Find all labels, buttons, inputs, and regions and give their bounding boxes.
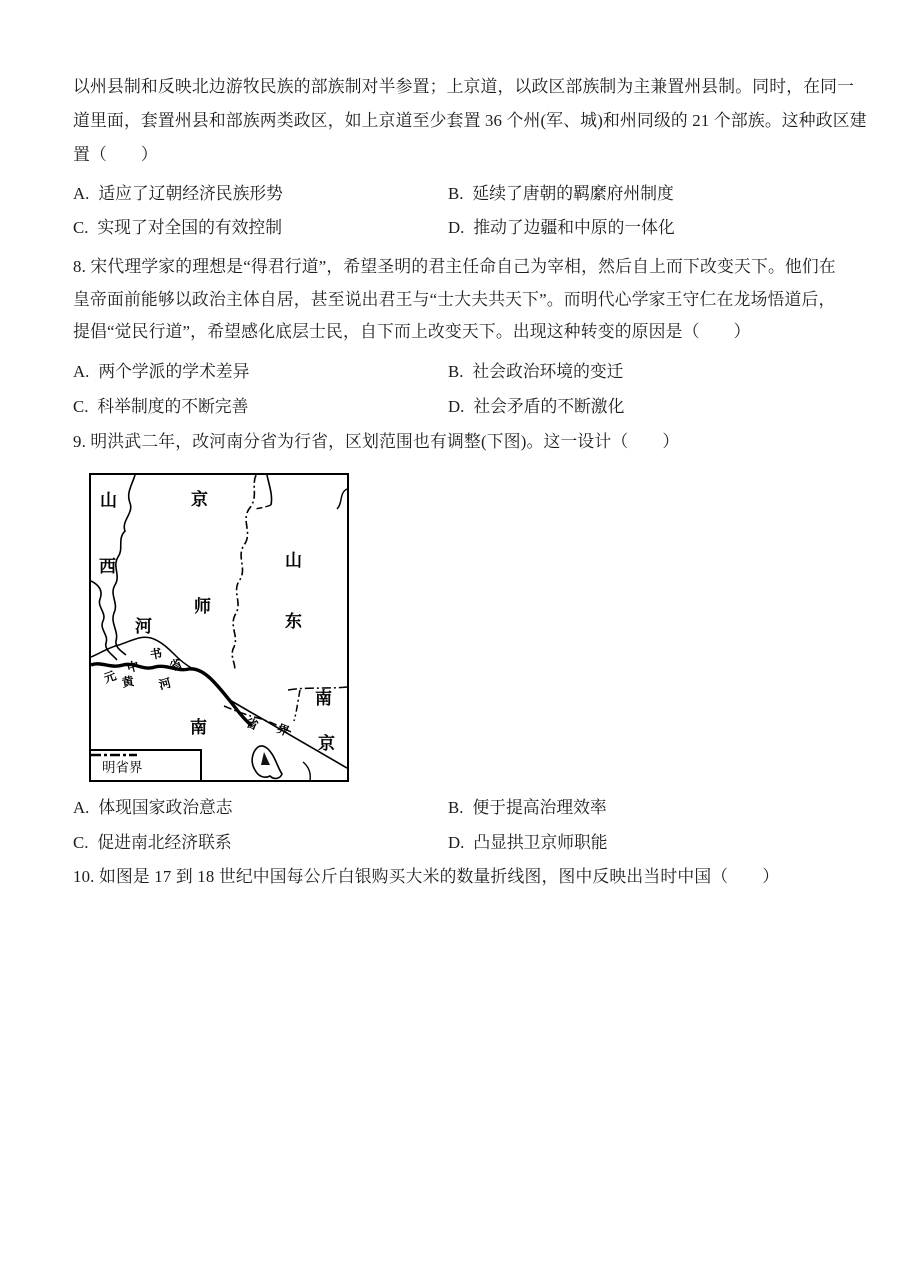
q7-option-a-text: 适应了辽朝经济民族形势 (98, 184, 283, 203)
q9-option-c (73, 832, 232, 854)
q9-map-figure (89, 473, 349, 782)
label-sheng: 省 (167, 656, 185, 674)
q7-option-c-text: 实现了对全国的有效控制 (97, 218, 282, 237)
q8-option-b (448, 361, 623, 383)
q7-option-b (448, 183, 674, 205)
q8-option-c-key: C. (73, 397, 89, 416)
label-he: 河 (157, 675, 173, 693)
q8-option-d-text: 社会矛盾的不断激化 (473, 397, 625, 416)
top-right-squiggle-line (337, 489, 347, 509)
region-label-shanxi-char2: 西 (99, 557, 116, 576)
q8-option-a (73, 361, 249, 383)
q8-option-d-key: D. (448, 397, 465, 416)
q8-option-c (73, 396, 248, 418)
region-label-henan-char1: 河 (135, 617, 152, 636)
label-zhong: 中 (125, 658, 141, 676)
q9-option-a-text: 体现国家政治意志 (98, 798, 233, 817)
q9-option-d-key: D. (448, 833, 465, 852)
q7-option-a-key: A. (73, 184, 90, 203)
map-legend (89, 749, 202, 782)
label-shu: 书 (148, 646, 164, 662)
q9-option-a-key: A. (73, 798, 90, 817)
q8-option-c-text: 科举制度的不断完善 (97, 397, 249, 416)
q9-option-d (448, 832, 608, 854)
label-huang: 黄 (120, 674, 136, 690)
q7-line-2: 道里面，套置州县和部族两类政区，如上京道至少套置 36 个州(军、城)和州同级的 21 个部族。这种政区建 (73, 111, 867, 130)
q7-option-d (448, 217, 675, 239)
jingshi-shandong-top-boundary-line (267, 475, 272, 505)
q7-line-1: 以州县制和反映北边游牧民族的部族制对半参置；上京道，以政区部族制为主兼置州县制。同时，在同一 (73, 77, 855, 96)
bottom-right-squiggle-line (303, 762, 310, 780)
q7-option-d-text: 推动了边疆和中原的一体化 (473, 218, 675, 237)
region-label-jingshi-char2: 师 (194, 597, 211, 616)
region-label-henan-char2: 南 (190, 718, 207, 737)
region-label-shanxi-char1: 山 (100, 491, 117, 510)
ming-boundary-center-line (232, 475, 256, 671)
region-label-nanjing-char2: 京 (318, 734, 335, 753)
label-shengjie-sheng: 省 (243, 715, 261, 733)
label-yuan: 元 (101, 668, 119, 686)
nanjing-west-dash-line (294, 690, 300, 721)
q7-line-3: 置（ ） (73, 145, 158, 164)
jingshi-shandong-top-dash-line (255, 505, 271, 509)
q9-option-a (73, 797, 233, 819)
q7-option-c-key: C. (73, 218, 89, 237)
q8-line-3: 提倡“觉民行道”，希望感化底层士民，自下而上改变天下。出现这种转变的原因是（ ） (73, 322, 751, 341)
q9-option-b-key: B. (448, 798, 464, 817)
q9-option-c-text: 促进南北经济联系 (97, 833, 232, 852)
q7-option-b-key: B. (448, 184, 464, 203)
legend-label: 明省界 (102, 759, 143, 775)
label-shengjie-jie: 界 (274, 721, 292, 739)
legend-dashdot-sample (91, 751, 137, 759)
region-label-shandong-char1: 山 (285, 551, 302, 570)
q8-option-a-text: 两个学派的学术差异 (98, 362, 250, 381)
q9-option-c-key: C. (73, 833, 89, 852)
q9-stem: 9. 明洪武二年，改河南分省为行省，区划范围也有调整(下图)。这一设计（ ） (73, 432, 680, 451)
region-label-jingshi-char1: 京 (191, 490, 208, 509)
region-label-shandong-char2: 东 (285, 612, 302, 631)
q7-option-c (73, 217, 282, 239)
q7-option-b-text: 延续了唐朝的羁縻府州制度 (472, 184, 674, 203)
q8-option-d (448, 396, 624, 418)
q7-option-d-key: D. (448, 218, 465, 237)
q8-option-b-text: 社会政治环境的变迁 (472, 362, 624, 381)
region-label-nanjing-char1: 南 (315, 689, 332, 708)
q8-option-b-key: B. (448, 362, 464, 381)
q9-option-d-text: 凸显拱卫京师职能 (473, 833, 608, 852)
q8-option-a-key: A. (73, 362, 90, 381)
q8-line-1: 8. 宋代理学家的理想是“得君行道”，希望圣明的君主任命自己为宰相，然后自上而下改变天下。他们在 (73, 257, 836, 276)
q8-line-2: 皇帝面前能够以政治主体自居，甚至说出君王与“士大夫共天下”。而明代心学家王守仁在龙场悟道后， (73, 290, 836, 309)
q9-option-b (448, 797, 607, 819)
q7-option-a (73, 183, 283, 205)
q9-option-b-text: 便于提高治理效率 (472, 798, 607, 817)
q10-stem: 10. 如图是 17 到 18 世纪中国每公斤白银购买大米的数量折线图，图中反映出当时中国（ ） (73, 867, 780, 886)
map-lines (91, 475, 347, 780)
